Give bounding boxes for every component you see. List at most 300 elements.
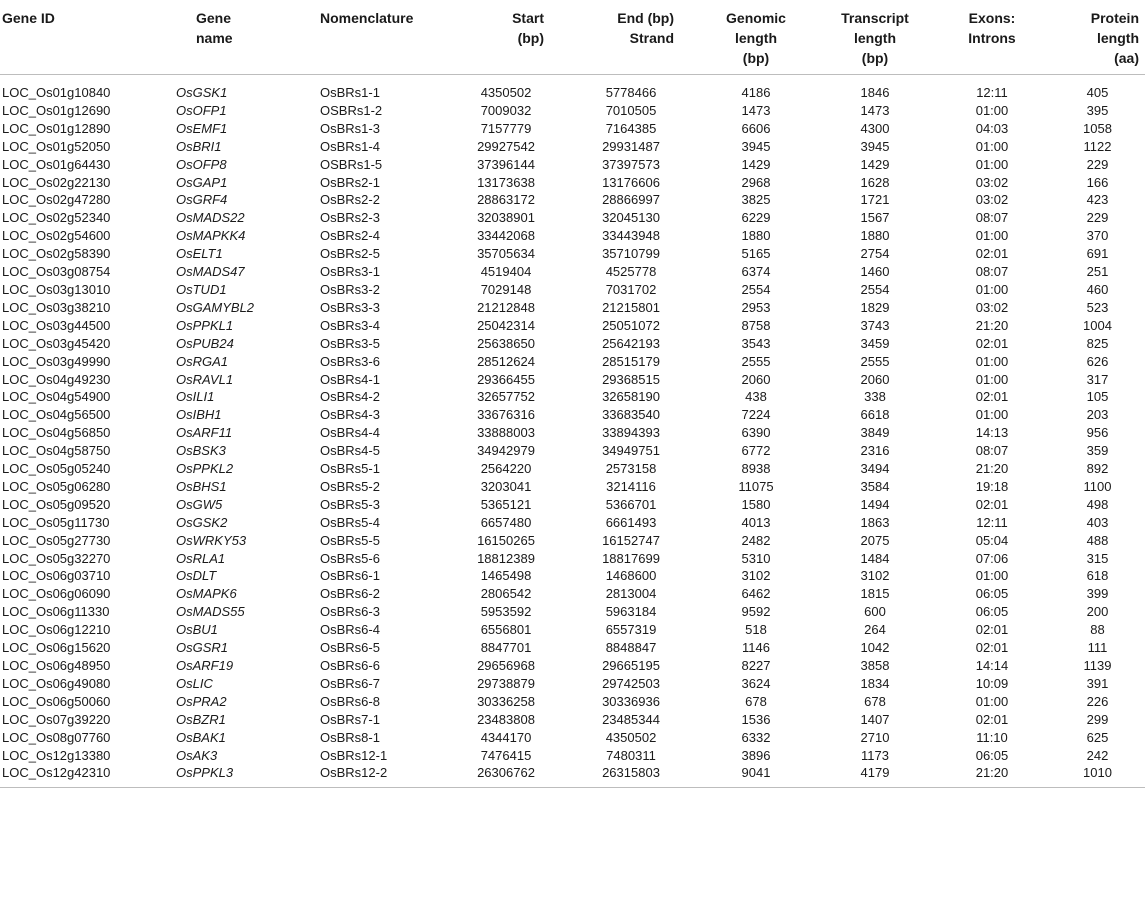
table-row <box>0 639 1145 657</box>
cell-end: 33683540 <box>602 407 660 423</box>
cell-end: 25642193 <box>602 335 660 351</box>
cell-gene-name <box>168 388 316 406</box>
cell-start: 7476415 <box>480 747 532 763</box>
cell-nomenclature: OsBRs6-6 <box>320 658 380 673</box>
cell-gene-id: LOC_Os06g03710 <box>2 568 111 584</box>
cell-end: 8848847 <box>605 640 657 656</box>
cell-genomic-length: 11075 <box>738 478 774 494</box>
cell-gene-id: LOC_Os04g58750 <box>2 443 111 459</box>
cell-gene-id: LOC_Os05g11730 <box>2 514 110 530</box>
gene-name-text: OsPUB24 <box>176 335 234 351</box>
cell-transcript-length: 2554 <box>860 281 890 297</box>
cell-gene-name <box>168 209 316 227</box>
cell-genomic-length: 518 <box>745 622 767 638</box>
gene-name-text: OsDLT <box>176 568 217 584</box>
cell-genomic-length: 2060 <box>741 371 771 387</box>
cell-transcript-length: 4300 <box>860 120 890 136</box>
cell-transcript-length: 1484 <box>860 550 890 566</box>
cell-gene-name <box>168 75 316 102</box>
cell-genomic-length: 3624 <box>741 675 771 691</box>
cell-start: 25042314 <box>477 317 535 333</box>
cell-end: 29931487 <box>602 138 660 154</box>
cell-genomic-length: 6229 <box>741 210 771 226</box>
cell-protein-length: 892 <box>1086 461 1109 477</box>
cell-gene-id: LOC_Os06g49080 <box>2 675 111 691</box>
cell-gene-id: LOC_Os01g52050 <box>2 138 111 154</box>
cell-exons-introns: 06:05 <box>975 586 1009 602</box>
cell-nomenclature: OsBRs4-1 <box>320 371 380 387</box>
table-row <box>0 657 1145 675</box>
cell-genomic-length: 8938 <box>741 461 771 477</box>
cell-start: 26306762 <box>477 765 535 781</box>
cell-nomenclature: OsBRs5-4 <box>320 514 380 530</box>
cell-end: 29368515 <box>602 371 660 387</box>
cell-gene-id: LOC_Os03g08754 <box>2 264 111 280</box>
gene-name-text: OsMAPK6 <box>176 586 237 602</box>
cell-gene-name <box>168 335 316 353</box>
cell-transcript-length: 600 <box>864 604 886 620</box>
cell-nomenclature: OsBRs6-1 <box>320 568 380 584</box>
cell-start: 25638650 <box>477 335 535 351</box>
cell-transcript-length: 3494 <box>860 461 890 477</box>
cell-exons-introns: 14:13 <box>975 425 1009 441</box>
table-row <box>0 388 1145 406</box>
gene-name-text: OsBU1 <box>176 622 218 638</box>
cell-gene-name <box>168 424 316 442</box>
cell-protein-length: 626 <box>1086 353 1109 369</box>
gene-name-text: OsGSK2 <box>176 514 228 530</box>
cell-exons-introns: 02:01 <box>975 640 1009 656</box>
cell-transcript-length: 3743 <box>860 317 890 333</box>
cell-start: 4350502 <box>480 85 532 100</box>
cell-end: 28515179 <box>602 353 660 369</box>
cell-transcript-length: 264 <box>864 622 886 638</box>
cell-end: 4350502 <box>605 729 657 745</box>
cell-nomenclature: OsBRs5-6 <box>320 550 380 566</box>
cell-gene-name <box>168 693 316 711</box>
cell-end: 33443948 <box>602 228 660 244</box>
cell-nomenclature: OsBRs12-1 <box>320 747 388 763</box>
cell-gene-id: LOC_Os08g07760 <box>2 729 111 745</box>
cell-start: 7009032 <box>480 102 532 118</box>
cell-end: 6557319 <box>605 622 657 638</box>
gene-name-text: OsRGA1 <box>176 353 229 369</box>
table-row <box>0 514 1145 532</box>
cell-genomic-length: 1146 <box>742 640 770 656</box>
cell-start: 2564220 <box>480 461 532 477</box>
cell-exons-introns: 01:00 <box>975 156 1009 172</box>
cell-gene-name <box>168 532 316 550</box>
cell-nomenclature: OsBRs2-2 <box>320 192 380 208</box>
cell-genomic-length: 3102 <box>741 568 771 584</box>
table-row <box>0 102 1145 120</box>
cell-end: 28866997 <box>602 192 660 208</box>
cell-protein-length: 691 <box>1086 246 1109 262</box>
cell-genomic-length: 8227 <box>741 658 771 673</box>
gene-name-text: OsRAVL1 <box>176 371 234 387</box>
cell-exons-introns: 05:04 <box>975 532 1009 548</box>
cell-protein-length: 226 <box>1086 693 1109 709</box>
cell-transcript-length: 1407 <box>860 711 890 727</box>
header-gene-id: Gene ID <box>2 10 55 26</box>
table-row <box>0 317 1145 335</box>
cell-exons-introns: 12:11 <box>976 85 1008 100</box>
cell-nomenclature: OSBRs1-5 <box>320 156 383 172</box>
cell-exons-introns: 01:00 <box>975 228 1009 244</box>
cell-protein-length: 111 <box>1087 640 1108 656</box>
cell-end: 32045130 <box>602 210 660 226</box>
cell-end: 2813004 <box>605 586 657 602</box>
gene-name-text: OsPPKL1 <box>176 317 234 333</box>
cell-start: 34942979 <box>477 443 535 459</box>
cell-nomenclature: OsBRs1-3 <box>320 120 380 136</box>
cell-transcript-length: 2316 <box>860 443 890 459</box>
cell-genomic-length: 6374 <box>741 264 771 280</box>
table-row <box>0 281 1145 299</box>
cell-protein-length: 299 <box>1086 711 1109 727</box>
cell-start: 3203041 <box>480 478 532 494</box>
cell-protein-length: 1058 <box>1083 120 1112 136</box>
cell-start: 4519404 <box>480 264 532 280</box>
cell-gene-id: LOC_Os01g12690 <box>2 102 111 118</box>
cell-end: 7164385 <box>605 120 657 136</box>
cell-exons-introns: 01:00 <box>975 353 1009 369</box>
cell-end: 2573158 <box>605 461 657 477</box>
gene-name-text: OsGAP1 <box>176 174 228 190</box>
cell-transcript-length: 1042 <box>860 640 890 656</box>
cell-protein-length: 200 <box>1086 604 1109 620</box>
cell-gene-id: LOC_Os05g27730 <box>2 532 111 548</box>
cell-exons-introns: 02:01 <box>975 389 1009 405</box>
cell-transcript-length: 3849 <box>860 425 890 441</box>
cell-end: 4525778 <box>605 264 657 280</box>
cell-gene-name <box>168 263 316 281</box>
cell-gene-name <box>168 747 316 765</box>
cell-end: 7480311 <box>606 747 656 763</box>
gene-name-text: OsGRF4 <box>176 192 228 208</box>
cell-gene-id: LOC_Os03g13010 <box>2 281 111 297</box>
cell-start: 2806542 <box>480 586 532 602</box>
cell-gene-id: LOC_Os01g64430 <box>2 156 111 172</box>
cell-gene-id: LOC_Os05g06280 <box>2 478 111 494</box>
cell-gene-name <box>168 478 316 496</box>
cell-nomenclature: OsBRs6-8 <box>320 693 380 709</box>
cell-gene-id: LOC_Os02g54600 <box>2 228 111 244</box>
cell-transcript-length: 1846 <box>860 85 890 100</box>
cell-genomic-length: 1536 <box>741 711 771 727</box>
cell-exons-introns: 08:07 <box>975 443 1009 459</box>
cell-gene-name <box>168 729 316 747</box>
gene-name-text: OsMAPKK4 <box>176 228 246 244</box>
table-row <box>0 550 1145 568</box>
cell-gene-id: LOC_Os02g47280 <box>2 192 111 208</box>
cell-start: 5365121 <box>480 496 532 512</box>
cell-protein-length: 229 <box>1086 156 1109 172</box>
cell-genomic-length: 6772 <box>741 443 771 459</box>
cell-exons-introns: 02:01 <box>975 246 1009 262</box>
cell-nomenclature: OsBRs3-5 <box>320 335 380 351</box>
cell-protein-length: 460 <box>1086 281 1109 297</box>
cell-transcript-length: 678 <box>864 693 886 709</box>
cell-gene-name <box>168 567 316 585</box>
cell-protein-length: 359 <box>1086 443 1109 459</box>
cell-start: 35705634 <box>477 246 535 262</box>
cell-gene-id: LOC_Os03g49990 <box>2 353 111 369</box>
cell-protein-length: 825 <box>1086 335 1109 351</box>
table-row <box>0 299 1145 317</box>
cell-protein-length: 1004 <box>1083 317 1112 333</box>
cell-nomenclature: OsBRs2-5 <box>320 246 380 262</box>
cell-protein-length: 315 <box>1086 550 1109 566</box>
cell-protein-length: 405 <box>1086 85 1109 100</box>
cell-gene-name <box>168 639 316 657</box>
cell-end: 18817699 <box>602 550 660 566</box>
cell-gene-name <box>168 460 316 478</box>
table-row <box>0 424 1145 442</box>
header-exons-introns: Exons: Introns <box>968 10 1016 46</box>
cell-transcript-length: 2060 <box>860 371 890 387</box>
cell-nomenclature: OSBRs1-2 <box>320 102 383 118</box>
cell-transcript-length: 2710 <box>860 729 890 745</box>
cell-nomenclature: OsBRs4-3 <box>320 407 380 423</box>
header-row <box>0 0 1145 75</box>
cell-protein-length: 391 <box>1086 675 1109 691</box>
header-transcript-length: Transcript length (bp) <box>841 10 909 66</box>
cell-genomic-length: 6332 <box>741 729 771 745</box>
cell-nomenclature: OsBRs4-4 <box>320 425 380 441</box>
cell-end: 5778466 <box>605 85 657 100</box>
cell-transcript-length: 1834 <box>860 675 890 691</box>
cell-protein-length: 1122 <box>1083 138 1112 154</box>
cell-exons-introns: 03:02 <box>975 192 1009 208</box>
cell-gene-id: LOC_Os03g45420 <box>2 335 111 351</box>
cell-protein-length: 166 <box>1086 174 1109 190</box>
cell-protein-length: 395 <box>1086 102 1109 118</box>
cell-gene-id: LOC_Os03g38210 <box>2 299 111 315</box>
cell-gene-id: LOC_Os04g49230 <box>2 371 111 387</box>
cell-gene-name <box>168 585 316 603</box>
cell-nomenclature: OsBRs2-3 <box>320 210 380 226</box>
cell-end: 32658190 <box>602 389 660 405</box>
cell-nomenclature: OsBRs5-5 <box>320 532 380 548</box>
cell-nomenclature: OsBRs3-1 <box>320 264 380 280</box>
cell-gene-id: LOC_Os05g09520 <box>2 496 111 512</box>
cell-end: 23485344 <box>602 711 660 727</box>
cell-start: 5953592 <box>480 604 532 620</box>
gene-name-text: OsARF19 <box>176 658 234 673</box>
cell-transcript-length: 3945 <box>860 138 890 154</box>
cell-genomic-length: 4186 <box>741 85 771 100</box>
cell-gene-name <box>168 138 316 156</box>
cell-start: 30336258 <box>477 693 535 709</box>
table-row <box>0 621 1145 639</box>
cell-nomenclature: OsBRs5-1 <box>320 461 380 477</box>
cell-transcript-length: 338 <box>864 389 886 405</box>
cell-protein-length: 1139 <box>1083 658 1112 673</box>
cell-protein-length: 370 <box>1086 228 1109 244</box>
cell-start: 7029148 <box>480 281 532 297</box>
cell-genomic-length: 4013 <box>741 514 771 530</box>
cell-end: 26315803 <box>602 765 660 781</box>
cell-gene-name <box>168 120 316 138</box>
cell-end: 34949751 <box>602 443 660 459</box>
cell-exons-introns: 03:02 <box>975 299 1009 315</box>
gene-name-text: OsBSK3 <box>176 443 226 459</box>
cell-gene-name <box>168 496 316 514</box>
cell-transcript-length: 3584 <box>860 478 890 494</box>
table-row <box>0 729 1145 747</box>
cell-gene-name <box>168 621 316 639</box>
cell-exons-introns: 04:03 <box>975 120 1009 136</box>
table-row <box>0 174 1145 192</box>
cell-gene-id: LOC_Os02g58390 <box>2 246 111 262</box>
cell-exons-introns: 08:07 <box>975 210 1009 226</box>
cell-start: 29656968 <box>477 658 535 673</box>
cell-gene-id: LOC_Os04g56500 <box>2 407 111 423</box>
cell-nomenclature: OsBRs5-3 <box>320 496 380 512</box>
gene-name-text: OsMADS47 <box>176 264 245 280</box>
gene-name-text: OsGSK1 <box>176 85 228 100</box>
cell-end: 6661493 <box>605 514 657 530</box>
cell-nomenclature: OsBRs6-5 <box>320 640 380 656</box>
cell-transcript-length: 2555 <box>860 353 890 369</box>
cell-exons-introns: 01:00 <box>975 102 1009 118</box>
cell-gene-id: LOC_Os12g13380 <box>2 747 111 763</box>
table-row <box>0 75 1145 102</box>
table-row <box>0 191 1145 209</box>
cell-transcript-length: 1567 <box>860 210 890 226</box>
cell-exons-introns: 08:07 <box>975 264 1009 280</box>
cell-exons-introns: 01:00 <box>975 281 1009 297</box>
cell-transcript-length: 1829 <box>860 299 890 315</box>
cell-end: 30336936 <box>602 693 660 709</box>
cell-protein-length: 1100 <box>1083 478 1112 494</box>
gene-name-text: OsBHS1 <box>176 478 227 494</box>
cell-nomenclature: OsBRs6-3 <box>320 604 380 620</box>
cell-start: 33676316 <box>477 407 535 423</box>
cell-end: 33894393 <box>602 425 660 441</box>
cell-exons-introns: 01:00 <box>975 568 1009 584</box>
table-row <box>0 764 1145 787</box>
cell-transcript-length: 1473 <box>860 102 890 118</box>
cell-nomenclature: OsBRs3-6 <box>320 353 380 369</box>
cell-protein-length: 618 <box>1086 568 1109 584</box>
cell-end: 21215801 <box>602 299 660 315</box>
cell-nomenclature: OsBRs1-1 <box>320 85 380 100</box>
gene-name-text: OsBZR1 <box>176 711 226 727</box>
table-row <box>0 567 1145 585</box>
cell-exons-introns: 19:18 <box>975 478 1009 494</box>
cell-genomic-length: 438 <box>745 389 767 405</box>
cell-transcript-length: 2754 <box>860 246 890 262</box>
gene-name-text: OsPPKL3 <box>176 765 234 781</box>
header-genomic-length: Genomic length (bp) <box>726 10 786 66</box>
cell-nomenclature: OsBRs5-2 <box>320 478 380 494</box>
gene-name-text: OsIBH1 <box>176 407 222 423</box>
gene-name-text: OsBRI1 <box>176 138 222 154</box>
cell-end: 7010505 <box>605 102 657 118</box>
cell-exons-introns: 21:20 <box>975 317 1009 333</box>
table-row <box>0 693 1145 711</box>
cell-gene-id: LOC_Os06g11330 <box>2 604 110 620</box>
cell-protein-length: 317 <box>1086 371 1109 387</box>
cell-end: 5366701 <box>605 496 657 512</box>
cell-exons-introns: 02:01 <box>975 496 1009 512</box>
cell-genomic-length: 1580 <box>741 496 771 512</box>
cell-exons-introns: 02:01 <box>975 622 1009 638</box>
cell-protein-length: 203 <box>1086 407 1109 423</box>
cell-start: 6556801 <box>480 622 532 638</box>
cell-gene-name <box>168 353 316 371</box>
table-row <box>0 496 1145 514</box>
cell-transcript-length: 1628 <box>860 174 890 190</box>
table-body <box>0 75 1145 788</box>
cell-gene-name <box>168 442 316 460</box>
cell-transcript-length: 1815 <box>860 586 890 602</box>
cell-protein-length: 625 <box>1086 729 1109 745</box>
cell-genomic-length: 3896 <box>741 747 771 763</box>
cell-exons-introns: 02:01 <box>975 711 1009 727</box>
cell-transcript-length: 2075 <box>860 532 890 548</box>
gene-name-text: OsOFP1 <box>176 102 227 118</box>
cell-start: 32657752 <box>477 389 535 405</box>
cell-start: 1465498 <box>480 568 532 584</box>
cell-exons-introns: 07:06 <box>975 550 1009 566</box>
cell-protein-length: 498 <box>1086 496 1109 512</box>
table-row <box>0 353 1145 371</box>
gene-name-text: OsLIC <box>176 675 213 691</box>
cell-protein-length: 1010 <box>1083 765 1112 781</box>
cell-gene-name <box>168 550 316 568</box>
cell-exons-introns: 21:20 <box>975 765 1009 781</box>
cell-genomic-length: 9592 <box>741 604 771 620</box>
cell-end: 13176606 <box>602 174 660 190</box>
cell-genomic-length: 1880 <box>741 228 771 244</box>
cell-transcript-length: 1173 <box>861 747 889 763</box>
cell-exons-introns: 01:00 <box>975 407 1009 423</box>
cell-gene-id: LOC_Os04g54900 <box>2 389 111 405</box>
cell-genomic-length: 8758 <box>741 317 771 333</box>
cell-nomenclature: OsBRs12-2 <box>320 765 388 781</box>
cell-genomic-length: 9041 <box>741 765 771 781</box>
cell-protein-length: 105 <box>1086 389 1109 405</box>
cell-start: 29738879 <box>477 675 535 691</box>
cell-genomic-length: 2953 <box>741 299 771 315</box>
gene-name-text: OsPPKL2 <box>176 461 234 477</box>
table-row <box>0 120 1145 138</box>
cell-start: 7157779 <box>480 120 532 136</box>
cell-protein-length: 956 <box>1086 425 1109 441</box>
cell-gene-name <box>168 174 316 192</box>
table-row <box>0 138 1145 156</box>
cell-gene-id: LOC_Os03g44500 <box>2 317 111 333</box>
table-row <box>0 460 1145 478</box>
cell-gene-id: LOC_Os12g42310 <box>2 765 111 781</box>
cell-transcript-length: 1460 <box>860 264 890 280</box>
cell-gene-name <box>168 406 316 424</box>
cell-genomic-length: 6606 <box>741 120 771 136</box>
table-row <box>0 603 1145 621</box>
cell-genomic-length: 678 <box>745 693 767 709</box>
cell-genomic-length: 2555 <box>741 353 771 369</box>
cell-start: 28863172 <box>477 192 535 208</box>
cell-nomenclature: OsBRs2-4 <box>320 228 380 244</box>
cell-gene-id: LOC_Os04g56850 <box>2 425 111 441</box>
cell-protein-length: 423 <box>1086 192 1109 208</box>
cell-gene-name <box>168 371 316 389</box>
gene-name-text: OsBAK1 <box>176 729 226 745</box>
cell-exons-introns: 06:05 <box>975 747 1009 763</box>
